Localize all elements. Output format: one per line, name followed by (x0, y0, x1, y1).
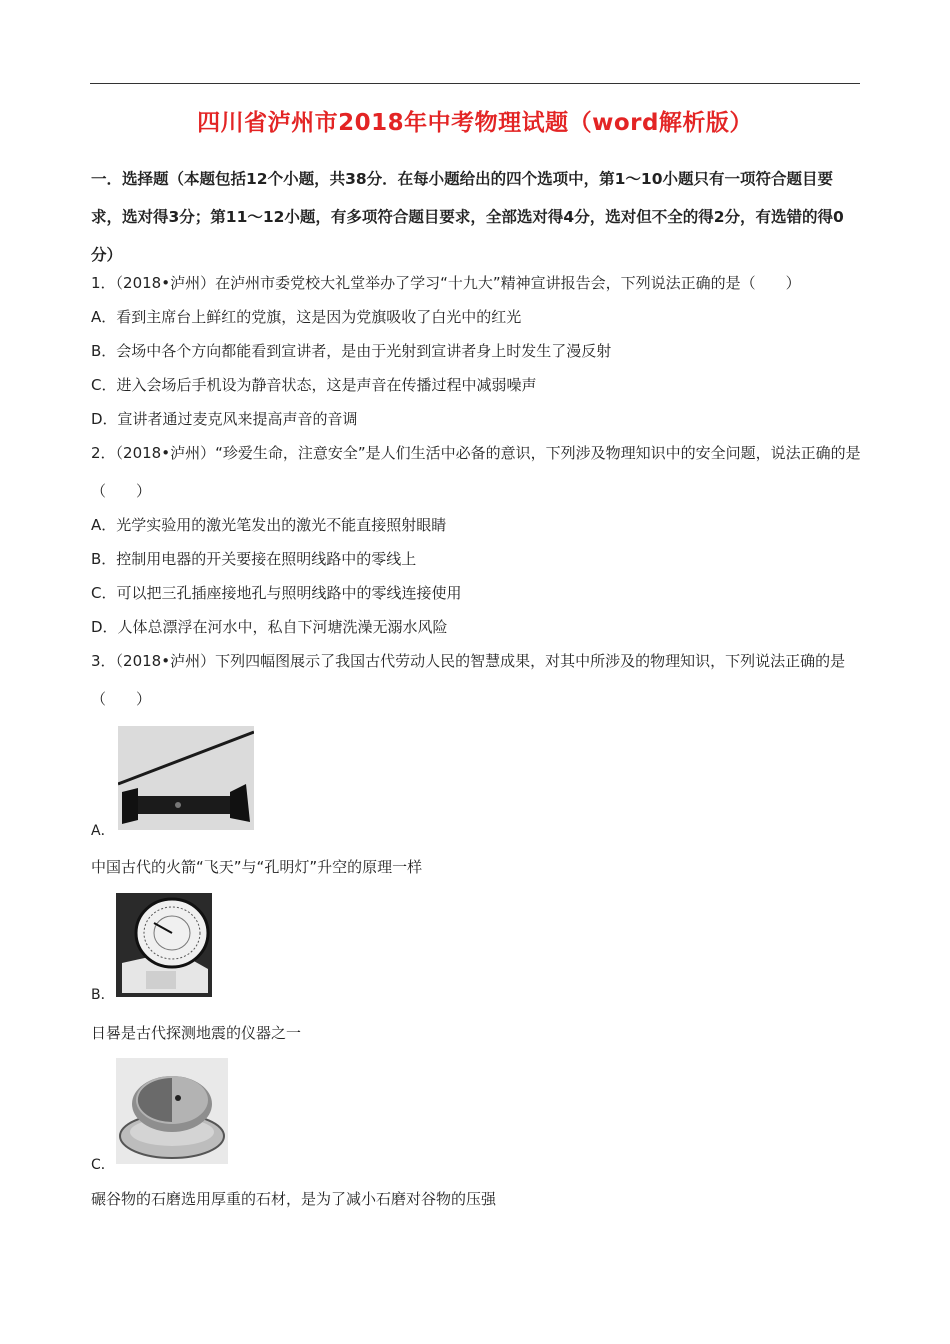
question-3-option-a-text: 中国古代的火箭“飞天”与“孔明灯”升空的原理一样 (91, 858, 423, 876)
header-rule (90, 83, 860, 84)
sundial-photo (116, 893, 212, 997)
millstone-photo (116, 1058, 228, 1164)
question-3-option-a-letter: A． (91, 823, 115, 839)
document-title: 四川省泸州市2018年中考物理试题（word解析版） (197, 110, 753, 136)
question-2-option-c: C．可以把三孔插座接地孔与照明线路中的零线连接使用 (91, 584, 462, 602)
section-header: 一．选择题（本题包括12个小题，共38分．在每小题给出的四个选项中，第1～10小题只有一项符合题目要求，选对得3分；第11～12小题，有多项符合题目要求，全部选对得4分，选对但不全的得2分，有选错的得0分） (91, 170, 844, 264)
question-2-option-d: D．人体总漂浮在河水中，私自下河塘洗澡无溺水风险 (91, 618, 448, 636)
question-1-option-c: C．进入会场后手机设为静音状态，这是声音在传播过程中减弱噪声 (91, 376, 537, 394)
question-1-option-b: B．会场中各个方向都能看到宣讲者，是由于光射到宣讲者身上时发生了漫反射 (91, 342, 612, 360)
question-3-option-b-letter: B． (91, 987, 115, 1003)
question-1-option-d: D．宣讲者通过麦克风来提高声音的音调 (91, 410, 358, 428)
question-2-option-a: A．光学实验用的激光笔发出的激光不能直接照射眼睛 (91, 516, 447, 534)
question-2-stem: 2．（2018•泸州）“珍爱生命，注意安全”是人们生活中必备的意识，下列涉及物理知识中的安全问题，说法正确的是（ ） (91, 444, 861, 500)
question-1-option-a: A．看到主席台上鲜红的党旗，这是因为党旗吸收了白光中的红光 (91, 308, 522, 326)
question-3-option-c-letter: C． (91, 1157, 115, 1173)
question-2-option-b: B．控制用电器的开关要接在照明线路中的零线上 (91, 550, 417, 568)
question-1-stem: 1．（2018•泸州）在泸州市委党校大礼堂举办了学习“十九大”精神宣讲报告会，下列说法正确的是（ ） (91, 274, 801, 292)
rocket-photo (118, 726, 254, 830)
question-3-option-c-text: 碾谷物的石磨选用厚重的石材，是为了减小石磨对谷物的压强 (91, 1190, 497, 1208)
question-3-option-b-text: 日晷是古代探测地震的仪器之一 (91, 1024, 302, 1042)
question-3-stem: 3．（2018•泸州）下列四幅图展示了我国古代劳动人民的智慧成果，对其中所涉及的物理知识，下列说法正确的是（ ） (91, 652, 846, 708)
